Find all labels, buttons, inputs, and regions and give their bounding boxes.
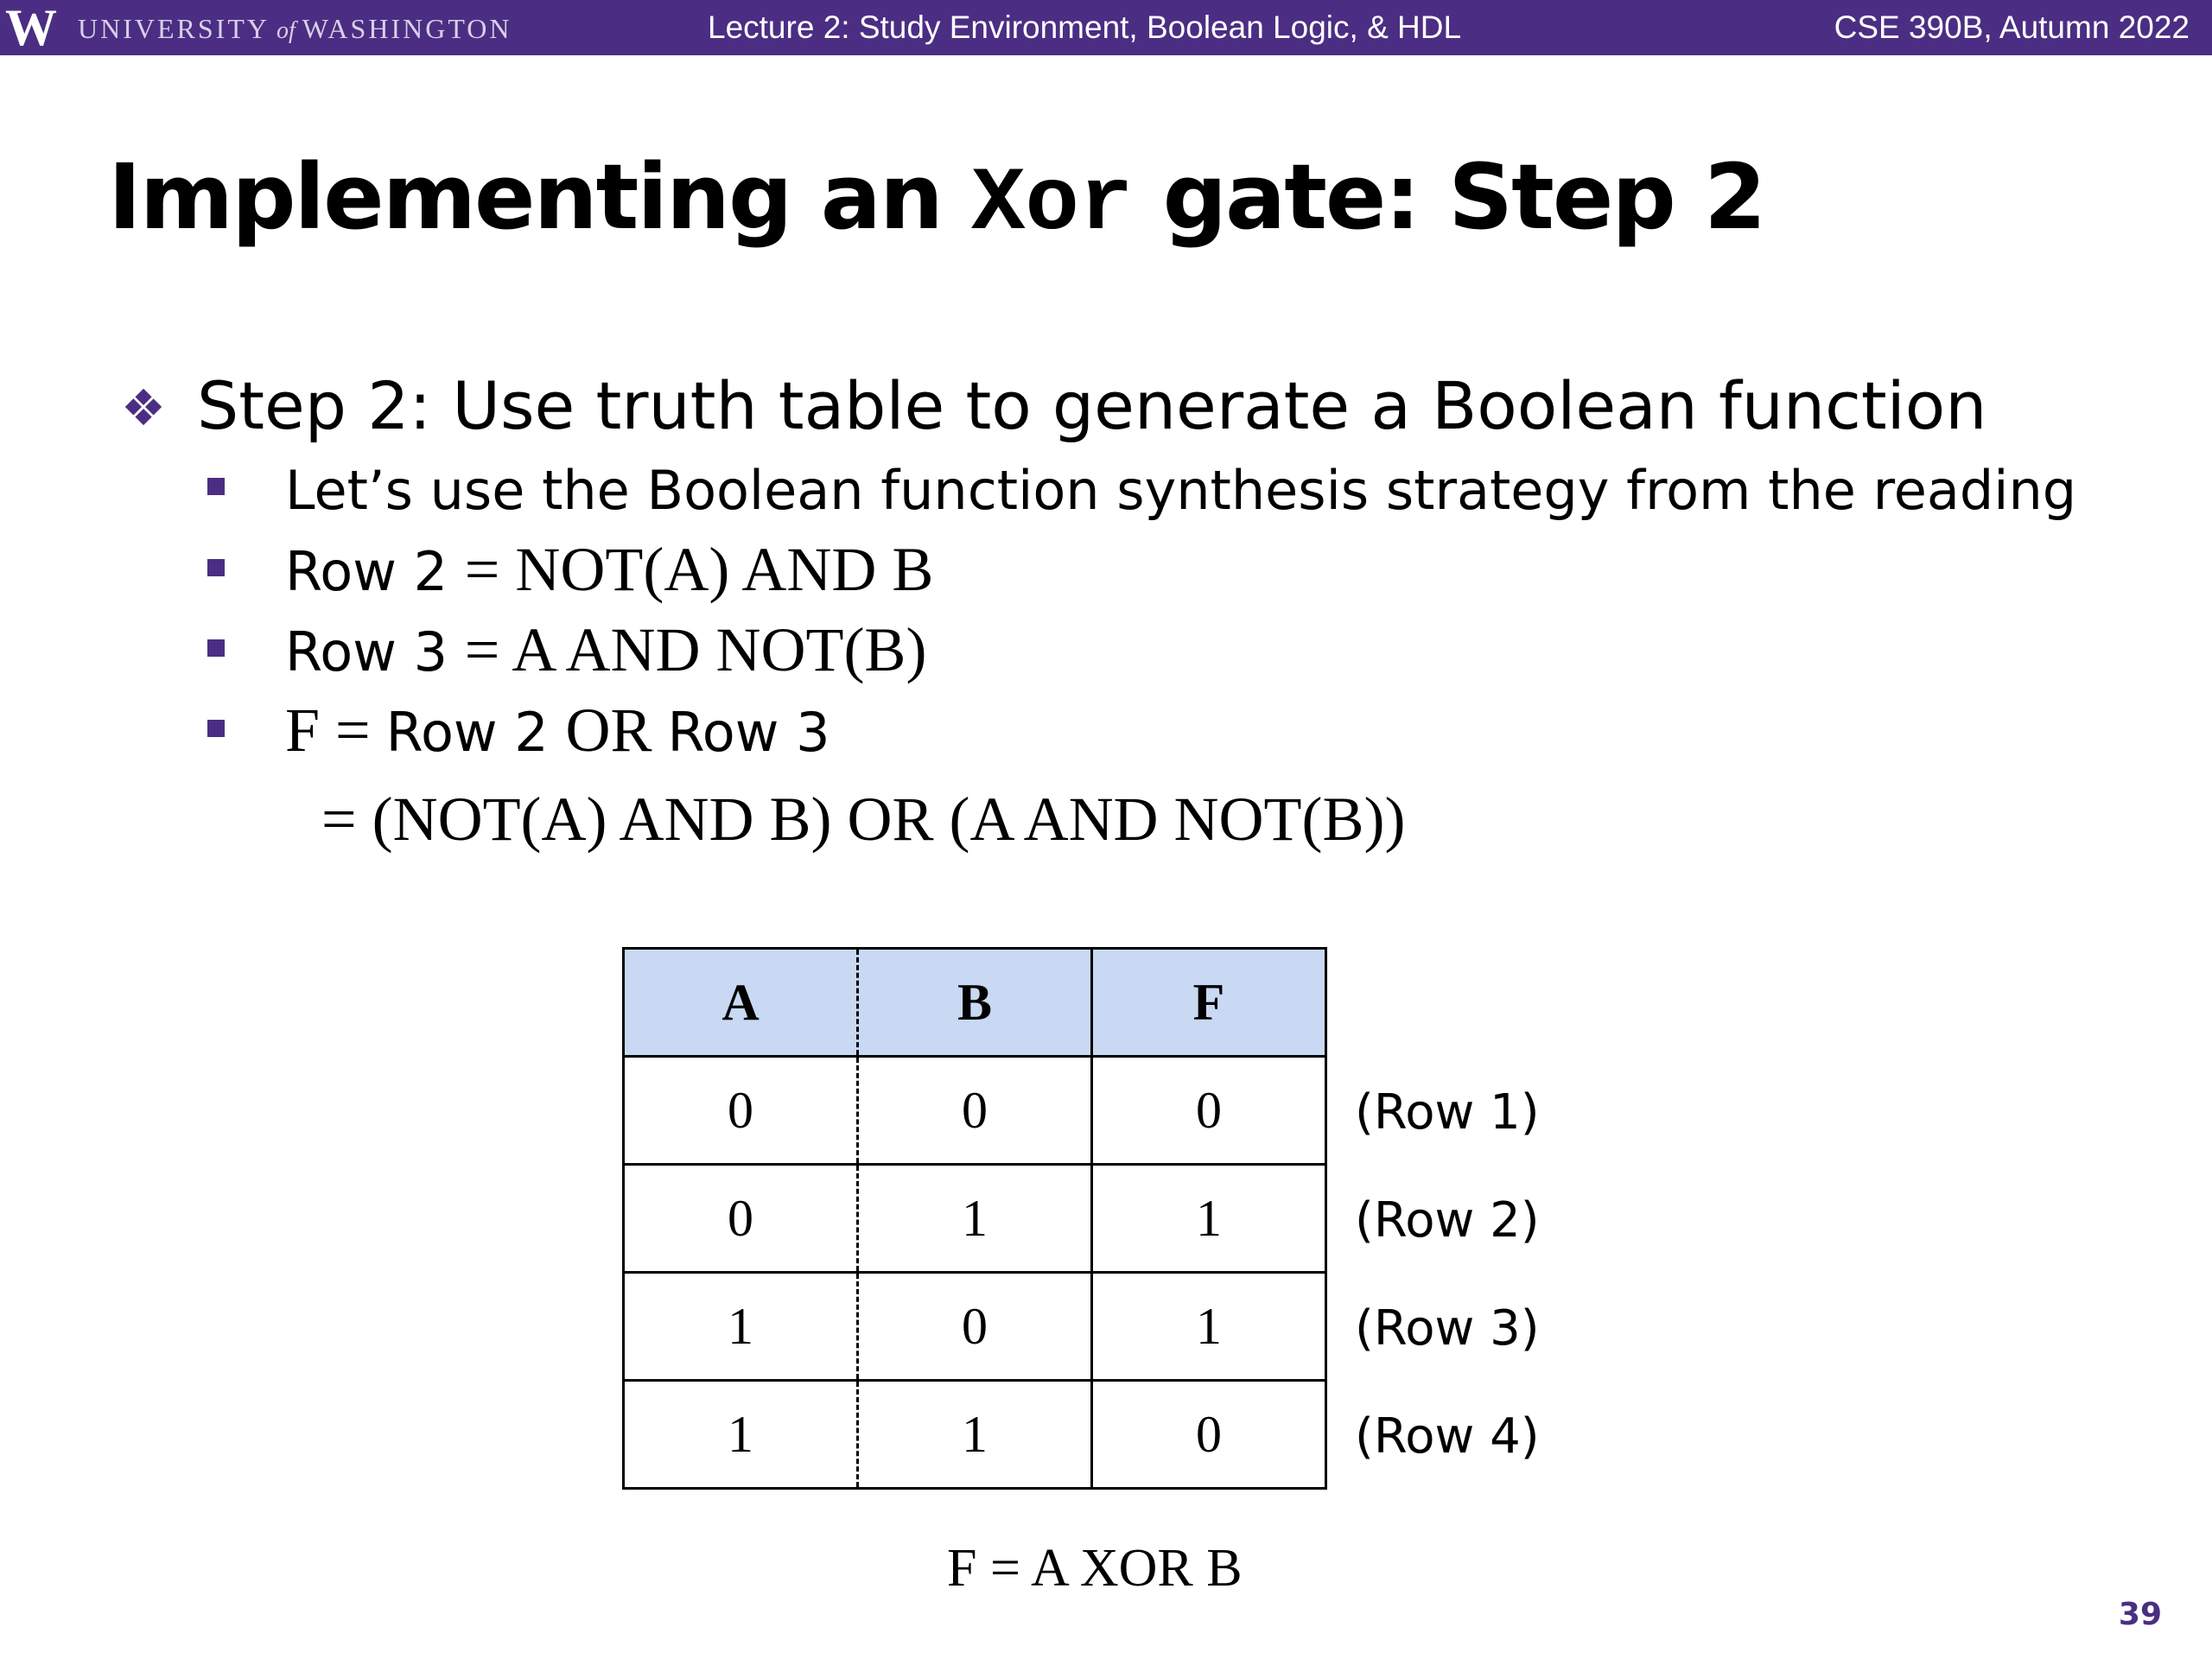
sub-bullet-4-equals: = — [335, 696, 386, 765]
course-title: CSE 390B, Autumn 2022 — [1834, 10, 2190, 45]
table-cell: 0 — [624, 1165, 858, 1273]
slide-title-code: Xor — [971, 154, 1134, 256]
square-bullet-icon — [207, 478, 225, 495]
main-bullet — [121, 363, 2108, 451]
header-bar — [0, 0, 2212, 55]
row-label-3: (Row 3) — [1355, 1300, 1540, 1357]
sub-bullet-3-formula: = A AND NOT(B) — [464, 615, 927, 684]
table-cell: 1 — [858, 1165, 1092, 1273]
table-row — [624, 1273, 1326, 1381]
sub-bullet-2 — [207, 531, 2177, 611]
table-row — [624, 1165, 1326, 1273]
page-number: 39 — [2118, 1597, 2162, 1632]
sub-bullet-4 — [207, 691, 2177, 772]
table-cell: 1 — [624, 1273, 858, 1381]
university-name-part1: UNIVERSITY — [78, 13, 270, 44]
table-row — [624, 1057, 1326, 1165]
table-row — [624, 1381, 1326, 1489]
table-cell: 1 — [1092, 1273, 1326, 1381]
sub-bullet-1-text: Let’s use the Boolean function synthesis strategy from the reading — [285, 459, 2077, 522]
row-label-2: (Row 2) — [1355, 1192, 1540, 1249]
sub-bullet-3 — [207, 611, 2177, 691]
header-cell-a: A — [624, 949, 858, 1057]
square-bullet-icon — [207, 639, 225, 657]
main-bullet-text: Step 2: Use truth table to generate a Boolean function — [197, 367, 1987, 444]
square-bullet-icon — [207, 720, 225, 737]
table-cell: 0 — [1092, 1381, 1326, 1489]
square-bullet-icon — [207, 559, 225, 576]
table-cell: 0 — [624, 1057, 858, 1165]
sub-bullet-4-f: F — [285, 696, 336, 765]
slide-title-pre: Implementing an — [108, 144, 972, 250]
sub-bullet-1 — [207, 452, 2177, 530]
sub-bullet-2-prefix: Row 2 — [285, 540, 465, 603]
slide-title — [108, 137, 1764, 265]
row-label-1: (Row 1) — [1355, 1084, 1540, 1141]
uw-logo-icon: W — [5, 0, 57, 56]
header-cell-b: B — [858, 949, 1092, 1057]
university-name-of: of — [276, 17, 296, 44]
slide-title-post: gate: Step 2 — [1133, 144, 1765, 250]
row-label-4: (Row 4) — [1355, 1408, 1540, 1465]
truth-table-header-row — [624, 949, 1326, 1057]
sub-bullet-3-prefix: Row 3 — [285, 620, 465, 683]
sub-bullet-4-row2: Row 2 — [385, 701, 566, 764]
sub-bullet-2-formula: = NOT(A) AND B — [464, 535, 934, 604]
table-cell: 0 — [1092, 1057, 1326, 1165]
lecture-title: Lecture 2: Study Environment, Boolean Logic, & HDL — [708, 10, 1462, 45]
sub-bullet-4-row3: Row 3 — [667, 701, 830, 764]
table-cell: 1 — [858, 1381, 1092, 1489]
truth-table — [622, 947, 1327, 1490]
diamond-bullet-icon: ❖ — [121, 378, 166, 437]
university-name — [78, 0, 512, 55]
table-cell: 1 — [1092, 1165, 1326, 1273]
table-caption: F = A XOR B — [947, 1539, 1243, 1598]
formula-continuation: = (NOT(A) AND B) OR (A AND NOT(B)) — [321, 785, 1406, 854]
table-cell: 0 — [858, 1273, 1092, 1381]
sub-bullet-4-or: OR — [565, 696, 668, 765]
university-name-part2: WASHINGTON — [302, 13, 512, 44]
table-cell: 1 — [624, 1381, 858, 1489]
table-cell: 0 — [858, 1057, 1092, 1165]
header-cell-f: F — [1092, 949, 1326, 1057]
